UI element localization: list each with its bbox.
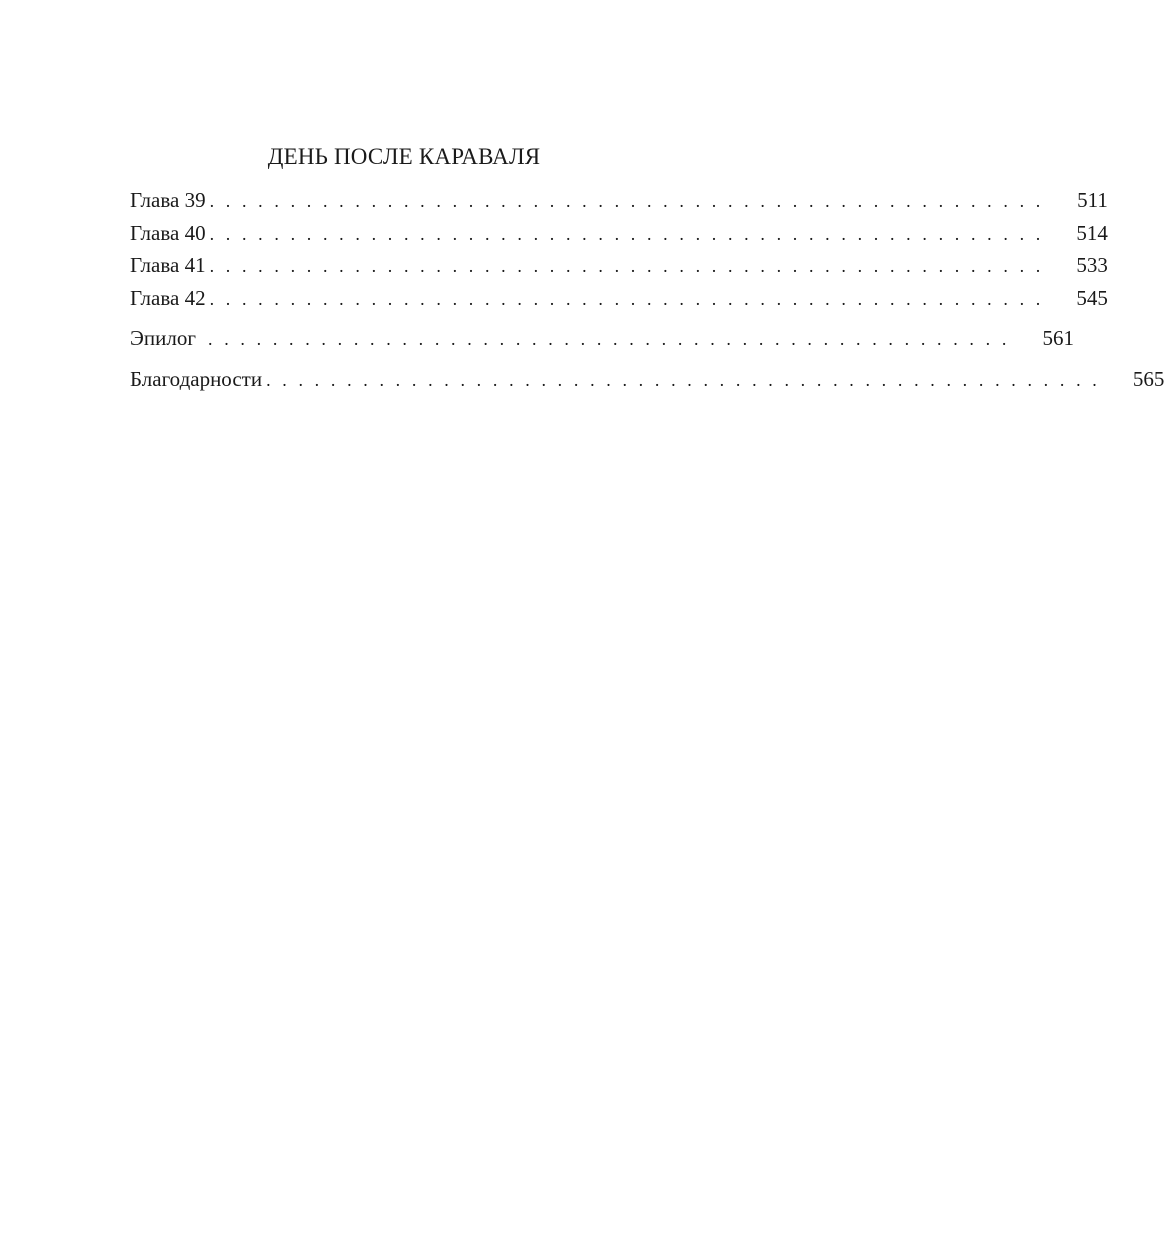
table-of-contents [130,185,1164,396]
toc-entry-label: Глава 41 [130,253,206,277]
toc-entry [130,364,1164,397]
dot-leader: . . . . . . . . . . . . . . . . . . . . . . . . . . . . . . . . . . . . . . . . . . . . . . . . . . [199,329,1010,349]
dot-leader: . . . . . . . . . . . . . . . . . . . . . . . . . . . . . . . . . . . . . . . . . . . . . . . . . . . . [209,223,1044,244]
toc-entry-label: Глава 42 [130,285,206,310]
toc-entry [130,250,1108,283]
toc-entry [130,218,1108,251]
toc-entry-page: 545 [1076,285,1108,310]
toc-entry-page: 511 [1077,188,1108,212]
toc-entry-page: 514 [1076,220,1108,245]
toc-entry-page: 561 [1042,326,1074,350]
toc-entry-label: Глава 39 [130,188,206,212]
toc-entry-page: 533 [1076,253,1108,277]
dot-leader: . . . . . . . . . . . . . . . . . . . . . . . . . . . . . . . . . . . . . . . . . . . . . . . . . . . . [209,191,1044,211]
section-title: ДЕНЬ ПОСЛЕ КАРАВАЛЯ [267,144,541,169]
toc-entry-label: Глава 40 [130,220,206,245]
toc-entry [130,283,1108,316]
dot-leader: . . . . . . . . . . . . . . . . . . . . . . . . . . . . . . . . . . . . . . . . . . . . . . . . . . . . [209,288,1044,309]
dot-leader: . . . . . . . . . . . . . . . . . . . . . . . . . . . . . . . . . . . . . . . . . . . . . . . . . . . . [209,256,1044,276]
dot-leader: . . . . . . . . . . . . . . . . . . . . . . . . . . . . . . . . . . . . . . . . . . . . . . . . . . . . [266,369,1101,390]
toc-entry-label: Благодарности [130,366,263,391]
toc-entry-page: 565 [1132,366,1164,391]
toc-entry [130,323,1074,356]
toc-entry [130,185,1108,218]
toc-entry-label: Эпилог [130,326,196,350]
